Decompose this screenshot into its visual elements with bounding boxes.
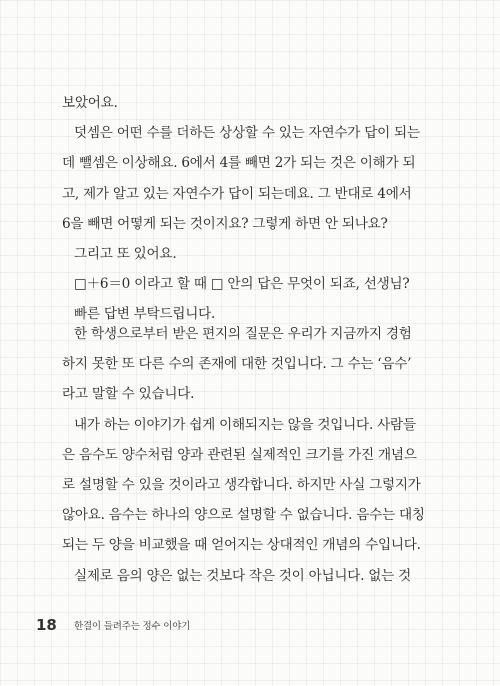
text-line: 그리고 또 있어요. — [74, 245, 177, 262]
text-line: 하지 못한 또 다른 수의 존재에 대한 것입니다. 그 수는 ‘음수’ — [62, 356, 412, 373]
text-line: 보았어요. — [62, 95, 118, 111]
text-line: 은 음수도 양수처럼 양과 관련된 실제적인 크기를 가진 개념으 — [62, 446, 417, 463]
page-number: 18 — [36, 615, 57, 634]
text-line: 실제로 음의 양은 없는 것보다 작은 것이 아닙니다. 없는 것 — [74, 567, 411, 584]
text-line: 한 학생으로부터 받은 편지의 질문은 우리가 지금까지 경험 — [74, 326, 412, 342]
text-line: 6을 빼면 어떻게 되는 것이지요? 그렇게 하면 안 되나요? — [62, 215, 388, 232]
text-line: 빠른 답변 부탁드립니다. — [74, 306, 216, 323]
text-line: 덧셈은 어떤 수를 더하든 상상할 수 있는 자연수가 답이 되는 — [74, 125, 420, 142]
text-line: 않아요. 음수는 하나의 양으로 설명할 수 없습니다. 음수는 대칭 — [62, 507, 425, 524]
text-line: 데 뺄셈은 이상해요. 6에서 4를 빼면 2가 되는 것은 이해가 되 — [62, 155, 416, 172]
letter-text — [62, 88, 420, 330]
text-line: 고, 제가 알고 있는 자연수가 답이 되는데요. 그 반대로 4에서 — [62, 185, 412, 202]
text-line: 내가 하는 이야기가 쉽게 이해되지는 않을 것입니다. 사람들 — [74, 416, 416, 433]
text-line: □＋6＝0 이라고 할 때 □ 안의 답은 무엇이 되죠, 선생님? — [74, 276, 410, 293]
body-text — [62, 319, 425, 591]
book-title: 한결이 들려주는 정수 이야기 — [73, 620, 191, 632]
page-footer — [36, 614, 190, 634]
text-line: 라고 말할 수 있습니다. — [62, 386, 195, 403]
text-line: 로 설명할 수 있을 것이라고 생각합니다. 하지만 사실 그렇지가 — [62, 476, 421, 493]
text-line: 되는 두 양을 비교했을 때 얻어지는 상대적인 개념의 수입니다. — [62, 537, 421, 554]
